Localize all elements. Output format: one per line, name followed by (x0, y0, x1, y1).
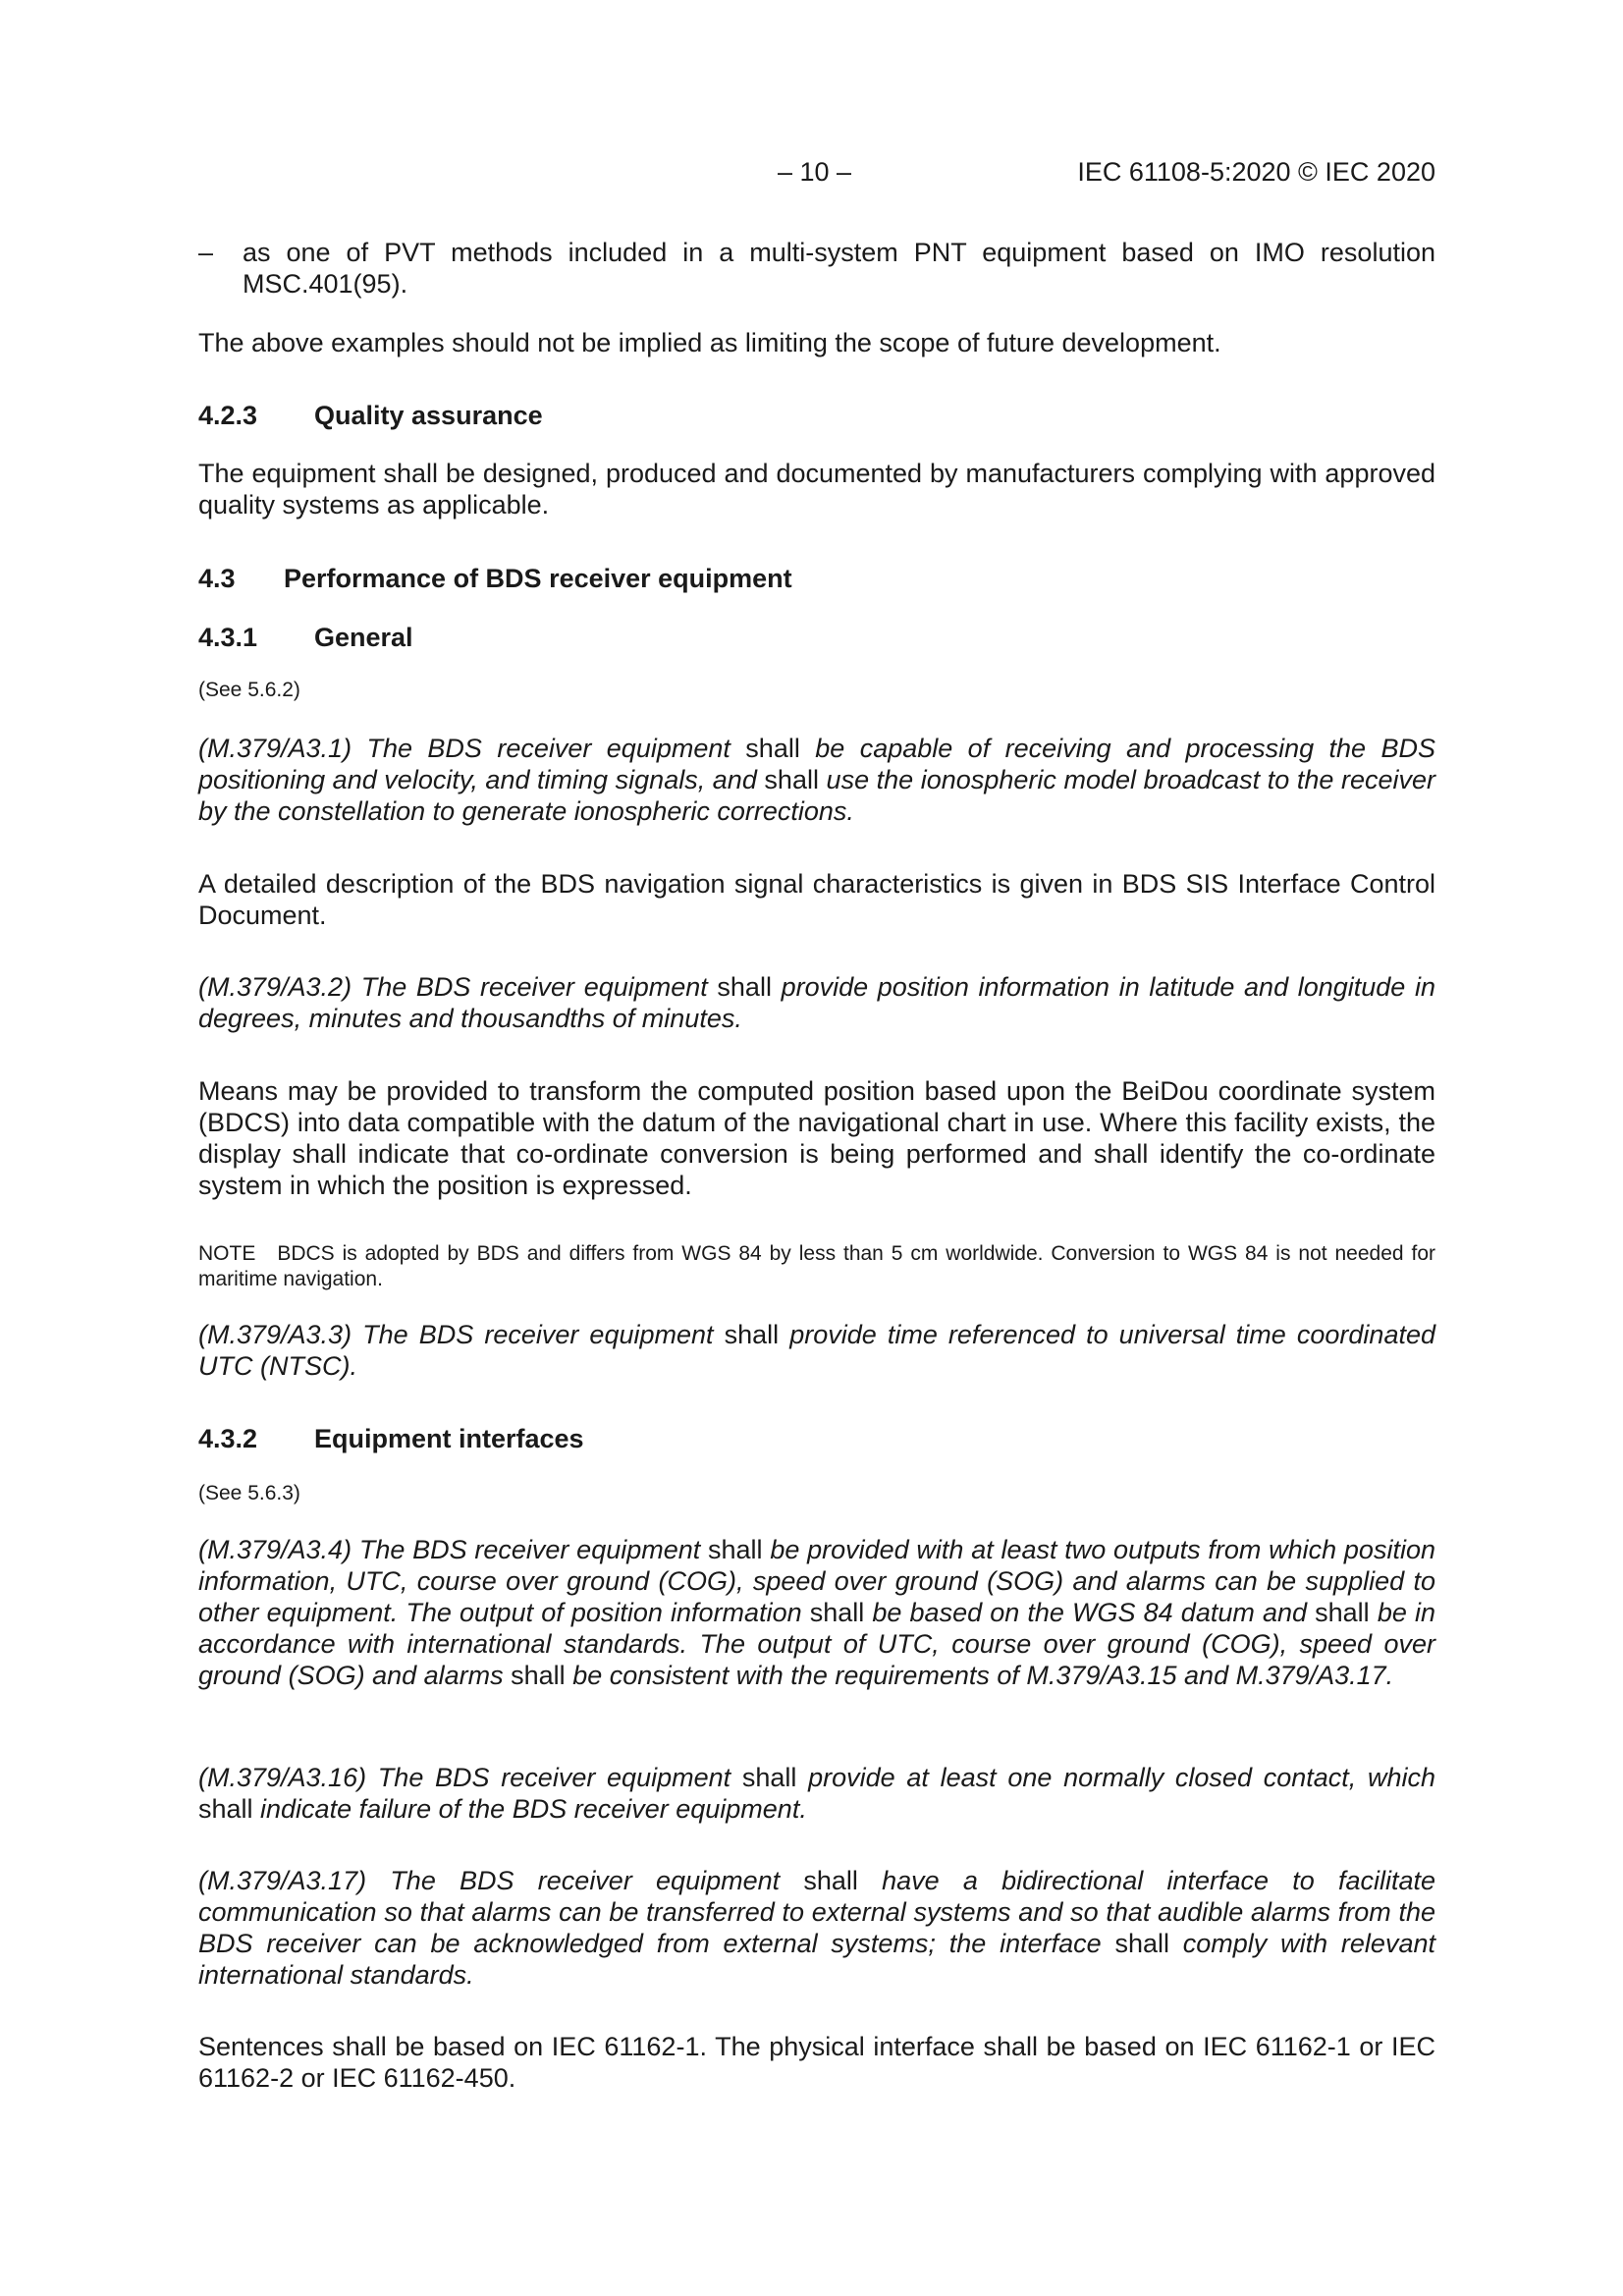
requirement-a3-17: (M.379/A3.17) The BDS receiver equipment shall have a bidirectional interface to facilitate communication so that alarms can be transferred to external systems and so that audible alarms from the BDS receiver can be acknowledged from external systems; the interface shall comply with relevant international standards. (198, 1866, 1436, 1990)
list-item-text: as one of PVT methods included in a multi-system PNT equipment based on IMO resolution MSC.401(95). (243, 238, 1435, 299)
requirement-a3-1: (M.379/A3.1) The BDS receiver equipment shall be capable of receiving and processing the BDS positioning and velocity, and timing signals, and shall use the ionospheric model broadcast to the receiver by the constellation to generate ionospheric corrections. (198, 734, 1435, 826)
section-title: General (314, 623, 413, 652)
paragraph-quality: The equipment shall be designed, produced and documented by manufacturers complying with approved quality systems as applicable. (198, 459, 1435, 519)
page-number: – 10 – (778, 157, 852, 187)
page-header (198, 157, 1435, 196)
requirement-a3-16: (M.379/A3.16) The BDS receiver equipment shall provide at least one normally closed contact, which shall indicate failure of the BDS receiver equipment. (198, 1763, 1435, 1824)
section-title: Performance of BDS receiver equipment (284, 564, 792, 593)
section-number: 4.2.3 (198, 401, 258, 430)
section-heading-4-2-3 (198, 400, 1435, 431)
list-item (198, 237, 1435, 300)
list-dash: – (198, 238, 214, 267)
section-heading-4-3-1 (198, 622, 1435, 653)
note-label: NOTE (198, 1242, 256, 1265)
note-text: BDCS is adopted by BDS and differs from WGS 84 by less than 5 cm worldwide. Conversion to WGS 84 is not needed for maritime navigation. (198, 1242, 1435, 1290)
section-title: Equipment interfaces (314, 1424, 584, 1453)
section-title: Quality assurance (314, 401, 543, 430)
see-reference: (See 5.6.2) (198, 679, 300, 701)
document-id: IEC 61108-5:2020 © IEC 2020 (1077, 157, 1435, 187)
section-heading-4-3 (198, 563, 1435, 594)
paragraph-examples: The above examples should not be implied as limiting the scope of future development. (198, 328, 1221, 357)
see-reference: (See 5.6.3) (198, 1482, 300, 1504)
section-heading-4-3-2 (198, 1423, 1435, 1454)
section-number: 4.3.1 (198, 623, 258, 652)
paragraph-sentences: Sentences shall be based on IEC 61162-1. The physical interface shall be based on IEC 61162-1 or IEC 61162-2 or IEC 61162-450. (198, 2032, 1435, 2093)
note (198, 1241, 1435, 1292)
paragraph-means: Means may be provided to transform the computed position based upon the BeiDou coordinate system (BDCS) into data compatible with the datum of the navigational chart in use. Where this facility exists, the display shall indicate that co-ordinate conversion is being performed and shall identify the co-ordinate system in which the position is expressed. (198, 1076, 1435, 1200)
requirement-a3-2: (M.379/A3.2) The BDS receiver equipment shall provide position information in latitude and longitude in degrees, minutes and thousandths of minutes. (198, 972, 1435, 1033)
requirement-a3-3: (M.379/A3.3) The BDS receiver equipment shall provide time referenced to universal time coordinated UTC (NTSC). (198, 1320, 1435, 1381)
paragraph-detailed: A detailed description of the BDS navigation signal characteristics is given in BDS SIS Interface Control Document. (198, 869, 1435, 930)
section-number: 4.3.2 (198, 1424, 258, 1453)
requirement-a3-4: (M.379/A3.4) The BDS receiver equipment shall be provided with at least two outputs from which position information, UTC, course over ground (COG), speed over ground (SOG) and alarms can be supplied to other equipment. The output of position information shall be based on the WGS 84 datum and shall be in accordance with international standards. The output of UTC, course over ground (COG), speed over ground (SOG) and alarms shall be consistent with the requirements of M.379/A3.15 and M.379/A3.17. (198, 1535, 1435, 1690)
section-number: 4.3 (198, 564, 236, 593)
